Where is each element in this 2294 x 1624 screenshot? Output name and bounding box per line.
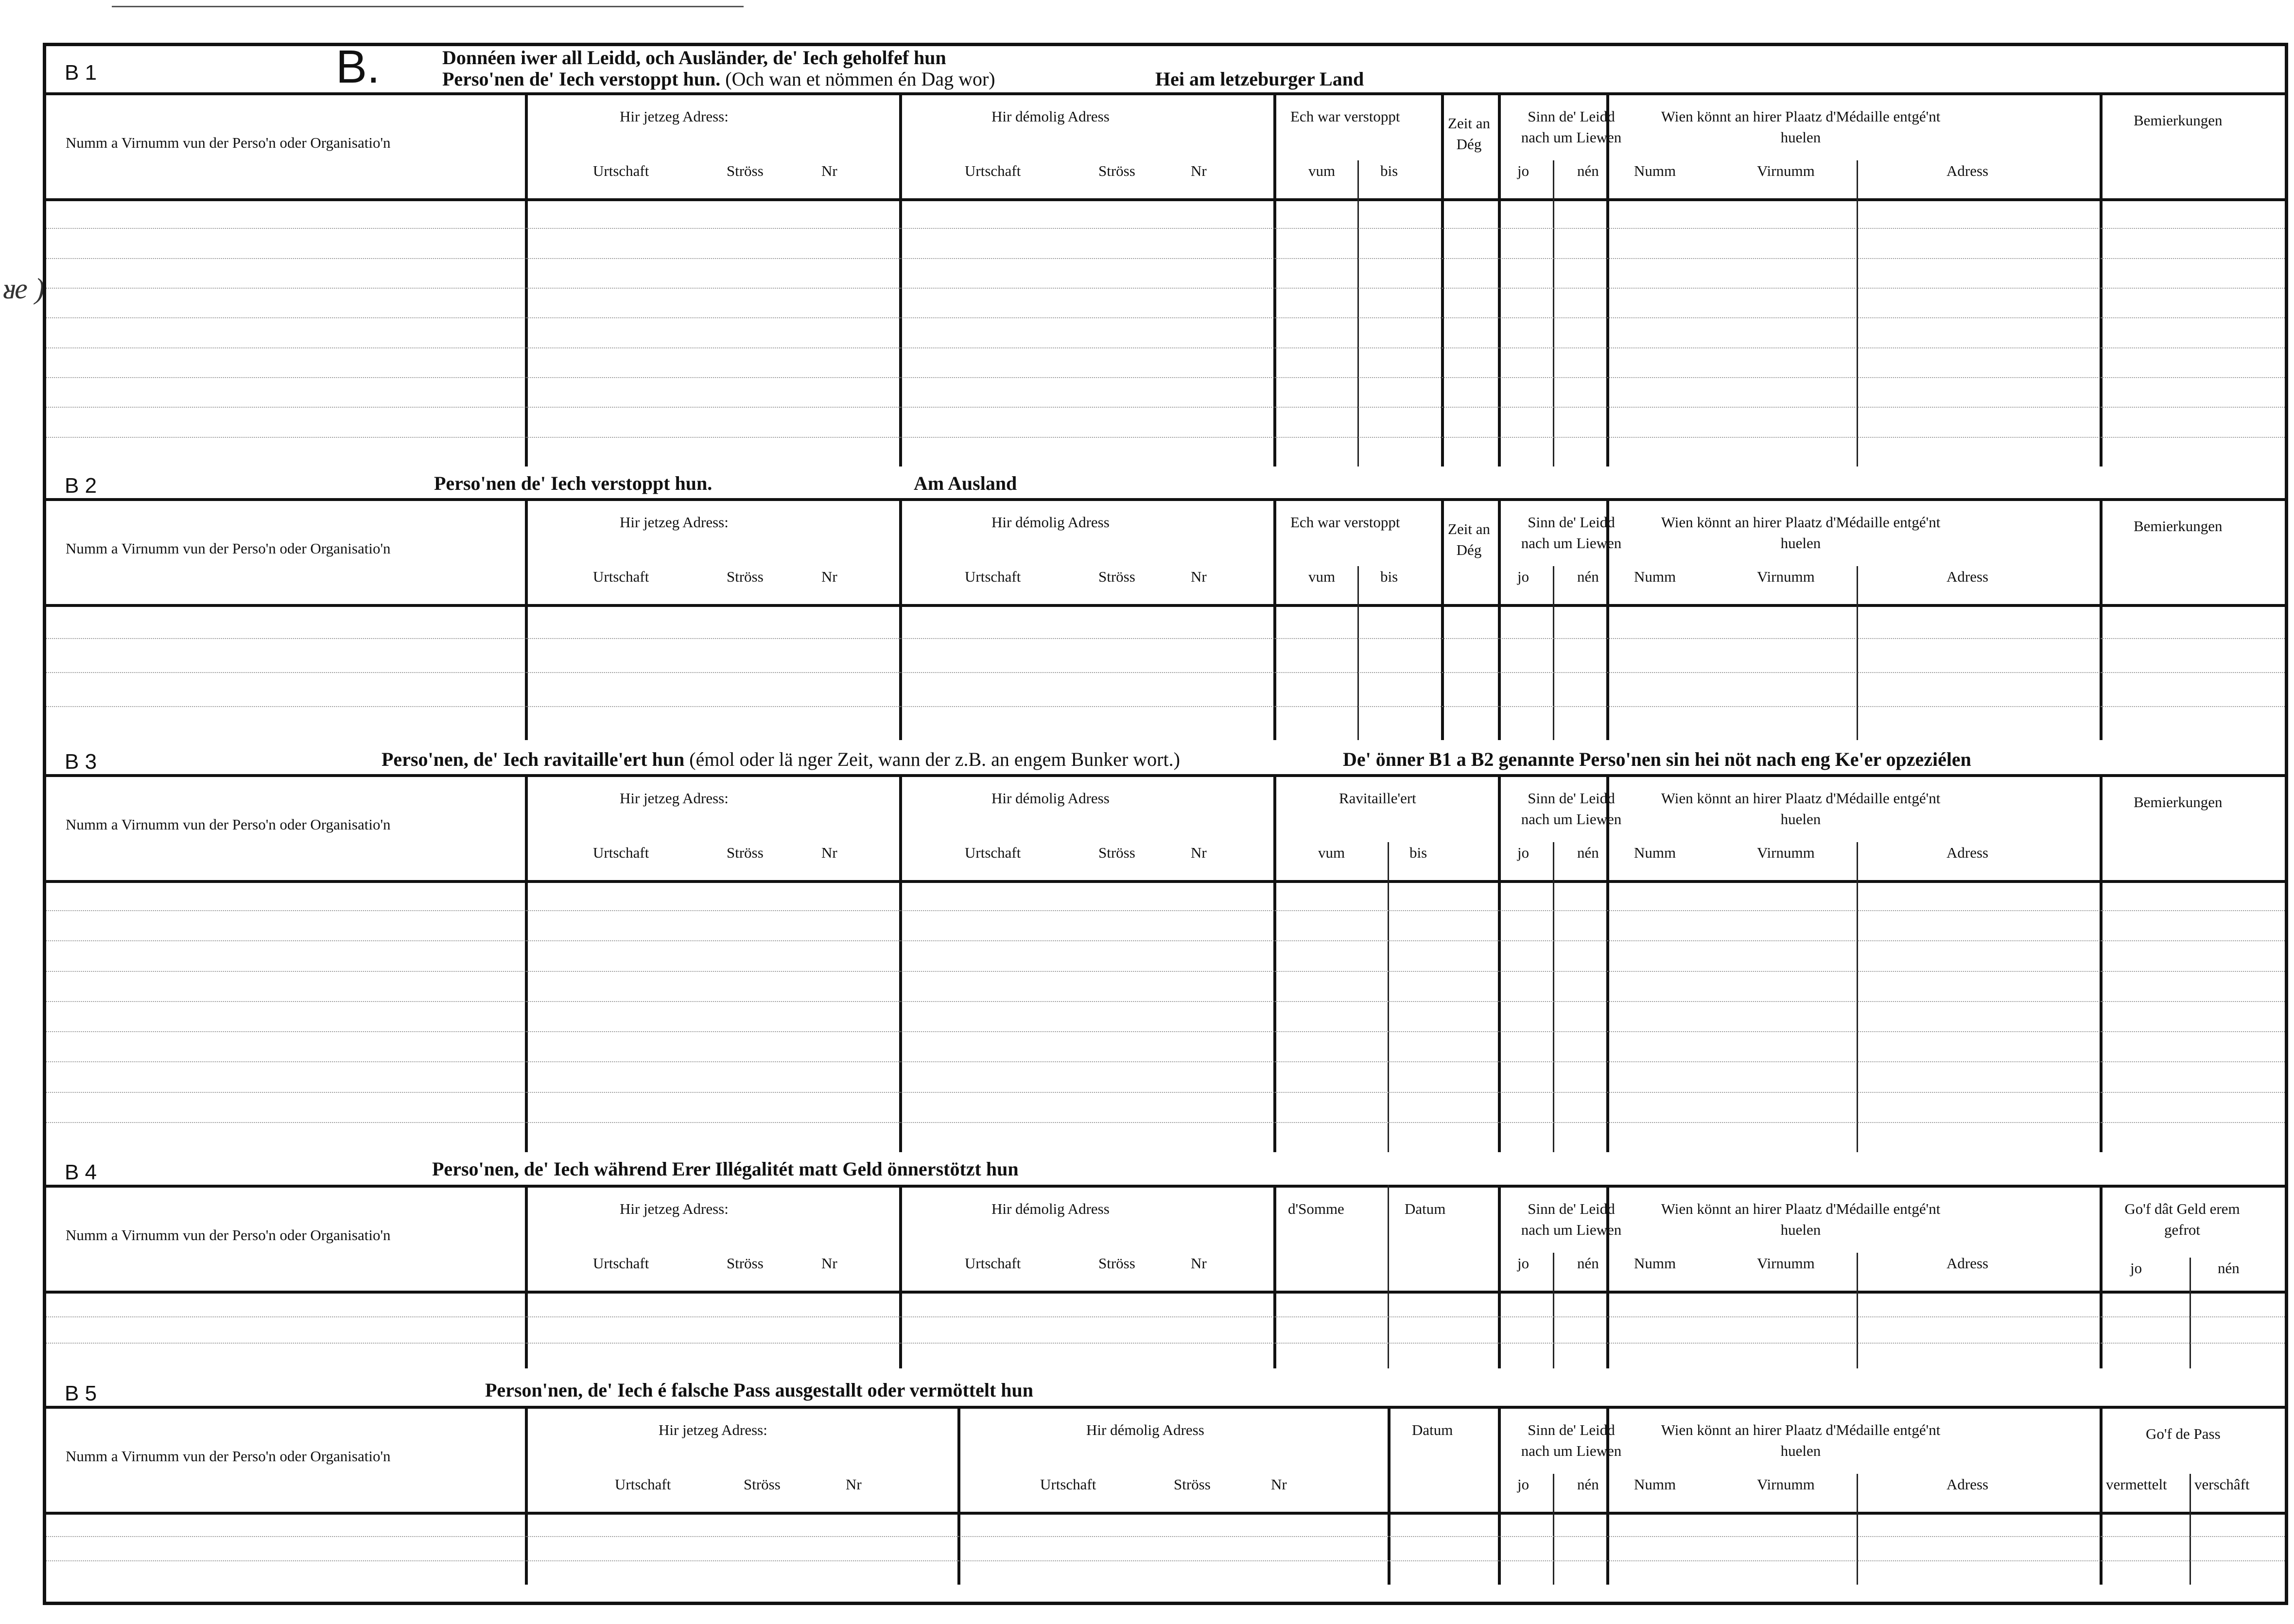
name-column-label: Numm a Virnumm vun der Perso'n oder Organisatio'n <box>66 540 391 557</box>
remarks-label: Bemierkungen <box>2134 794 2223 811</box>
column-rule <box>1498 92 1501 466</box>
section-title: Donnéen iwer all Leidd, och Ausländer, de' Iech geholfef hun <box>442 47 946 69</box>
town-label: Urtschaft <box>593 1255 649 1272</box>
column-subrule <box>1388 1185 1389 1368</box>
column-rule <box>1273 774 1276 1152</box>
street-label: Ströss <box>1098 568 1135 585</box>
entry-row <box>46 672 2285 673</box>
town-label: Urtschaft <box>593 844 649 861</box>
column-rule <box>1606 774 1609 1152</box>
column-subrule <box>2190 1258 2191 1368</box>
medal-label: Wien könnt an hirer Plaatz d'Médaille entgé'nt huelen <box>1661 1421 1941 1460</box>
section-subtitle: Am Ausland <box>914 472 1017 494</box>
former-address-label: Hir démolig Adress <box>991 108 1110 125</box>
column-rule <box>525 774 528 1152</box>
street-label: Ströss <box>727 1255 764 1272</box>
no-label: nén <box>1577 162 1599 179</box>
no-label: nén <box>1577 1476 1599 1493</box>
alive-label: Sinn de' Leidd nach um Liewen <box>1521 514 1622 552</box>
medal-label: Wien könnt an hirer Plaatz d'Médaille entgé'nt huelen <box>1661 790 1941 828</box>
nr-label: Nr <box>1191 162 1207 179</box>
entry-row <box>46 1092 2285 1093</box>
from-label: vum <box>1318 844 1345 861</box>
name-column-label: Numm a Virnumm vun der Perso'n oder Organisatio'n <box>66 1227 391 1244</box>
column-rule <box>1498 1406 1501 1585</box>
no-label: nén <box>1577 1255 1599 1272</box>
surname-label: Numm <box>1634 568 1676 585</box>
alive-label: Sinn de' Leidd nach um Liewen <box>1521 108 1622 146</box>
column-rule <box>1606 92 1609 466</box>
column-rule <box>1273 92 1276 466</box>
form-letter: B. <box>336 41 380 93</box>
header-rule <box>46 880 2285 883</box>
address-label: Adress <box>1946 162 1989 179</box>
column-rule <box>2100 1185 2103 1368</box>
firstname-label: Virnumm <box>1757 1255 1815 1272</box>
former-address-label: Hir démolig Adress <box>991 514 1110 531</box>
address-label: Adress <box>1946 568 1989 585</box>
street-label: Ströss <box>1098 162 1135 179</box>
nr-label: Nr <box>821 844 837 861</box>
nr-label: Nr <box>821 568 837 585</box>
nr-label: Nr <box>846 1476 862 1493</box>
column-subrule <box>1553 160 1554 466</box>
surname-label: Numm <box>1634 1255 1676 1272</box>
to-label: bis <box>1380 162 1398 179</box>
name-column-label: Numm a Virnumm vun der Perso'n oder Organisatio'n <box>66 134 391 151</box>
money-back-label: Go'f dât Geld erem gefrot <box>2124 1200 2240 1239</box>
entry-row <box>46 228 2285 229</box>
remarks-label: Bemierkungen <box>2134 112 2223 129</box>
entry-row <box>46 1061 2285 1062</box>
section-header <box>46 1378 2285 1409</box>
firstname-label: Virnumm <box>1757 844 1815 861</box>
town-label: Urtschaft <box>965 844 1021 861</box>
section-code: B 5 <box>65 1382 97 1405</box>
nr-label: Nr <box>1191 1255 1207 1272</box>
section-code: B 2 <box>65 474 97 498</box>
no-label: nén <box>1577 844 1599 861</box>
column-subrule <box>1857 842 1858 1152</box>
column-subrule <box>1857 1474 1858 1585</box>
section-header <box>46 470 2285 501</box>
entry-row <box>46 437 2285 438</box>
section-code: B 4 <box>65 1160 97 1184</box>
current-address-label: Hir jetzeg Adress: <box>620 108 729 125</box>
margin-annotation: ᴚe ) <box>3 273 45 305</box>
yes-label: jo <box>1517 162 1529 179</box>
column-subrule <box>1857 1253 1858 1368</box>
pass-given-label: Go'f de Pass <box>2146 1425 2221 1442</box>
entry-row <box>46 1316 2285 1317</box>
nr-label: Nr <box>821 1255 837 1272</box>
section-title: Perso'nen, de' Iech ravitaille'ert hun (émol oder lä nger Zeit, wann der z.B. an engem Bunker wort.) <box>382 748 1180 770</box>
section-title: Perso'nen, de' Iech während Erer Illégalitét matt Geld önnerstötzt hun <box>432 1158 1019 1180</box>
column-subrule <box>1357 566 1359 740</box>
former-address-label: Hir démolig Adress <box>991 790 1110 807</box>
surname-label: Numm <box>1634 844 1676 861</box>
entry-row <box>46 407 2285 408</box>
column-subrule <box>1553 566 1554 740</box>
section-title-line2: Perso'nen de' Iech verstoppt hun. (Och wan et nömmen én Dag wor) <box>442 68 995 90</box>
entry-row <box>46 910 2285 911</box>
section-subtitle: Hei am letzeburger Land <box>1155 68 1364 90</box>
section-header <box>46 746 2285 777</box>
street-label: Ströss <box>727 568 764 585</box>
supplied-label: Ravitaille'ert <box>1339 790 1416 807</box>
medal-label: Wien könnt an hirer Plaatz d'Médaille entgé'nt huelen <box>1661 108 1941 146</box>
firstname-label: Virnumm <box>1757 568 1815 585</box>
medal-label: Wien könnt an hirer Plaatz d'Médaille entgé'nt huelen <box>1661 514 1941 552</box>
yes-label: jo <box>1517 1255 1529 1272</box>
remarks-label: Bemierkungen <box>2134 518 2223 535</box>
alive-label: Sinn de' Leidd nach um Liewen <box>1521 1421 1622 1460</box>
entry-row <box>46 1560 2285 1561</box>
alive-label: Sinn de' Leidd nach um Liewen <box>1521 790 1622 828</box>
hidden-label: Ech war verstoppt <box>1290 514 1400 531</box>
street-label: Ströss <box>1174 1476 1211 1493</box>
yes-label: jo <box>1517 1476 1529 1493</box>
yes-label: jo <box>1517 568 1529 585</box>
column-rule <box>1388 1406 1390 1585</box>
section-title: Person'nen, de' Iech é falsche Pass ausgestallt oder vermöttelt hun <box>485 1379 1034 1401</box>
entry-row <box>46 288 2285 289</box>
column-rule <box>2100 92 2103 466</box>
entry-row <box>46 1122 2285 1123</box>
column-rule <box>899 774 902 1152</box>
column-rule <box>2100 1406 2103 1585</box>
column-rule <box>525 1406 528 1585</box>
column-rule <box>1273 498 1276 740</box>
nr-label: Nr <box>1271 1476 1287 1493</box>
top-rule <box>112 6 744 7</box>
street-label: Ströss <box>727 162 764 179</box>
entry-row <box>46 1343 2285 1344</box>
column-rule <box>525 498 528 740</box>
column-rule <box>899 1185 902 1368</box>
column-subrule <box>1553 842 1554 1152</box>
section-b2 <box>46 470 2285 747</box>
entry-row <box>46 971 2285 972</box>
header-rule <box>46 1291 2285 1294</box>
name-column-label: Numm a Virnumm vun der Perso'n oder Organisatio'n <box>66 816 391 833</box>
column-rule <box>2100 498 2103 740</box>
header-rule <box>46 1512 2285 1515</box>
entry-row <box>46 317 2285 318</box>
column-rule <box>899 92 902 466</box>
yes-label: jo <box>1517 844 1529 861</box>
entry-row <box>46 1001 2285 1002</box>
medal-label: Wien könnt an hirer Plaatz d'Médaille entgé'nt huelen <box>1661 1200 1941 1239</box>
entry-row <box>46 638 2285 639</box>
town-label: Urtschaft <box>965 162 1021 179</box>
column-rule <box>525 1185 528 1368</box>
town-label: Urtschaft <box>615 1476 671 1493</box>
column-subrule <box>1388 842 1389 1152</box>
to-label: bis <box>1380 568 1398 585</box>
section-header <box>46 41 2285 95</box>
column-subrule <box>2190 1474 2191 1585</box>
entry-row <box>46 1031 2285 1032</box>
sum-label: d'Somme <box>1288 1200 1344 1217</box>
street-label: Ströss <box>1098 844 1135 861</box>
town-label: Urtschaft <box>1040 1476 1096 1493</box>
current-address-label: Hir jetzeg Adress: <box>620 1200 729 1217</box>
town-label: Urtschaft <box>593 162 649 179</box>
header-rule <box>46 198 2285 201</box>
entry-row <box>46 258 2285 259</box>
date-label: Datum <box>1412 1421 1453 1438</box>
firstname-label: Virnumm <box>1757 1476 1815 1493</box>
address-label: Adress <box>1946 1255 1989 1272</box>
section-subtitle: De' önner B1 a B2 genannte Perso'nen sin hei nöt nach eng Ke'er opzeziélen <box>1343 748 1971 770</box>
column-subrule <box>1357 160 1359 466</box>
header-rule <box>46 604 2285 607</box>
column-rule <box>1498 1185 1501 1368</box>
nr-label: Nr <box>1191 844 1207 861</box>
no-label: nén <box>1577 568 1599 585</box>
column-rule <box>1273 1185 1276 1368</box>
firstname-label: Virnumm <box>1757 162 1815 179</box>
procured-label: verschâft <box>2194 1476 2250 1493</box>
current-address-label: Hir jetzeg Adress: <box>659 1421 767 1438</box>
column-subrule <box>1857 160 1858 466</box>
entry-row <box>46 706 2285 707</box>
street-label: Ströss <box>727 844 764 861</box>
entry-row <box>46 1536 2285 1537</box>
date-label: Datum <box>1405 1200 1446 1217</box>
days-label: Zeit an Dég <box>1448 520 1490 559</box>
former-address-label: Hir démolig Adress <box>991 1200 1110 1217</box>
column-rule <box>1498 498 1501 740</box>
column-subrule <box>1553 1253 1554 1368</box>
no-label: nén <box>2218 1260 2240 1277</box>
section-code: B 3 <box>65 750 97 774</box>
column-rule <box>2100 774 2103 1152</box>
surname-label: Numm <box>1634 162 1676 179</box>
town-label: Urtschaft <box>965 568 1021 585</box>
alive-label: Sinn de' Leidd nach um Liewen <box>1521 1200 1622 1239</box>
entry-row <box>46 940 2285 941</box>
from-label: vum <box>1308 568 1336 585</box>
address-label: Adress <box>1946 1476 1989 1493</box>
from-label: vum <box>1308 162 1336 179</box>
hidden-label: Ech war verstoppt <box>1290 108 1400 125</box>
section-header <box>46 1157 2285 1188</box>
section-b1 <box>46 41 2285 474</box>
to-label: bis <box>1409 844 1427 861</box>
town-label: Urtschaft <box>593 568 649 585</box>
column-rule <box>1498 774 1501 1152</box>
column-subrule <box>1857 566 1858 740</box>
section-code: B 1 <box>65 61 97 85</box>
current-address-label: Hir jetzeg Adress: <box>620 790 729 807</box>
column-subrule <box>1553 1474 1554 1585</box>
address-label: Adress <box>1946 844 1989 861</box>
column-rule <box>899 498 902 740</box>
nr-label: Nr <box>1191 568 1207 585</box>
name-column-label: Numm a Virnumm vun der Perso'n oder Organisatio'n <box>66 1448 391 1465</box>
street-label: Ströss <box>1098 1255 1135 1272</box>
section-title: Perso'nen de' Iech verstoppt hun. <box>434 472 713 494</box>
column-rule <box>525 92 528 466</box>
street-label: Ströss <box>744 1476 781 1493</box>
current-address-label: Hir jetzeg Adress: <box>620 514 729 531</box>
nr-label: Nr <box>821 162 837 179</box>
entry-row <box>46 377 2285 378</box>
entry-row <box>46 347 2285 348</box>
column-rule <box>957 1406 960 1585</box>
form-frame <box>43 43 2288 1605</box>
surname-label: Numm <box>1634 1476 1676 1493</box>
former-address-label: Hir démolig Adress <box>1086 1421 1204 1438</box>
yes-label: jo <box>2130 1260 2142 1277</box>
town-label: Urtschaft <box>965 1255 1021 1272</box>
days-label: Zeit an Dég <box>1448 115 1490 153</box>
arranged-label: vermettelt <box>2106 1476 2167 1493</box>
